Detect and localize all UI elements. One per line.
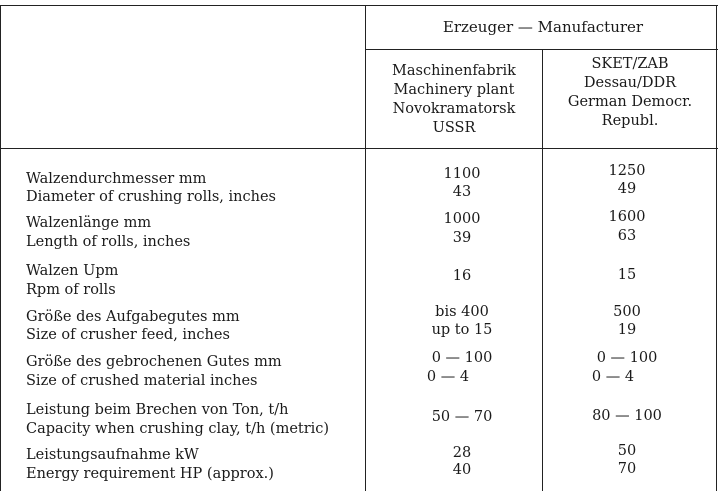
value-cell: 500: [613, 304, 641, 320]
value-cell: 1250: [608, 163, 646, 179]
value-cell: 40: [452, 462, 472, 478]
label-de: Leistungsaufnahme kW: [26, 447, 199, 463]
label-en: Size of crushed material inches: [26, 373, 258, 389]
value-cell: bis 400: [435, 304, 489, 320]
label-de: Walzen Upm: [26, 263, 119, 279]
manufacturer-2-line: German Democr.: [567, 94, 693, 110]
value-cell: 50: [617, 443, 637, 459]
label-de: Größe des gebrochenen Gutes mm: [26, 354, 282, 370]
manufacturer-1-line: Novokramatorsk: [392, 101, 516, 117]
value-cell: 1000: [443, 211, 481, 227]
value-cell: 1100: [443, 166, 481, 182]
label-de: Leistung beim Brechen von Ton, t/h: [26, 402, 289, 418]
manufacturer-1: [366, 62, 542, 138]
value-cell: 49: [617, 181, 637, 197]
manufacturer-header: Erzeuger — Manufacturer: [442, 18, 644, 36]
label-de: Walzenlänge mm: [26, 215, 152, 231]
left-rule: [0, 5, 1, 491]
value-cell: 0 — 100: [431, 350, 493, 366]
manufacturer-1-line: Machinery plant: [393, 82, 515, 98]
label-en: Rpm of rolls: [26, 282, 116, 298]
manufacturer-2-line: Dessau/DDR: [583, 75, 677, 91]
value-cell: 19: [617, 322, 637, 338]
label-en: Capacity when crushing clay, t/h (metric): [26, 421, 330, 437]
label-en: Size of crusher feed, inches: [26, 327, 230, 343]
value-cell: 39: [452, 230, 472, 246]
value-cell: 0 — 4: [426, 369, 470, 385]
label-en: Length of rolls, inches: [26, 234, 191, 250]
manufacturer-2: [543, 55, 717, 131]
label-de: Walzendurchmesser mm: [26, 171, 207, 187]
value-cell: up to 15: [431, 322, 493, 338]
value-cell: 0 — 100: [596, 350, 658, 366]
manufacturer-rule: [365, 49, 718, 50]
label-en: Energy requirement HP (approx.): [26, 466, 274, 482]
manufacturer-1-line: USSR: [432, 120, 476, 136]
label-de: Größe des Aufgabegutes mm: [26, 309, 240, 325]
manufacturer-2-line: Republ.: [601, 113, 659, 129]
value-cell: 1600: [608, 209, 646, 225]
value-cell: 80 — 100: [592, 408, 662, 424]
value-cell: 15: [617, 267, 637, 283]
top-rule: [0, 5, 718, 6]
value-cell: 28: [452, 445, 472, 461]
value-cell: 50 — 70: [431, 409, 493, 425]
header-bottom-rule: [0, 148, 718, 149]
manufacturer-2-line: SKET/ZAB: [591, 56, 669, 72]
value-cell: 70: [617, 461, 637, 477]
label-en: Diameter of crushing rolls, inches: [26, 189, 276, 205]
manufacturer-1-line: Maschinenfabrik: [392, 63, 516, 79]
value-cell: 0 — 4: [591, 369, 635, 385]
value-cell: 63: [617, 228, 637, 244]
value-cell: 43: [452, 184, 472, 200]
value-cell: 16: [452, 268, 472, 284]
